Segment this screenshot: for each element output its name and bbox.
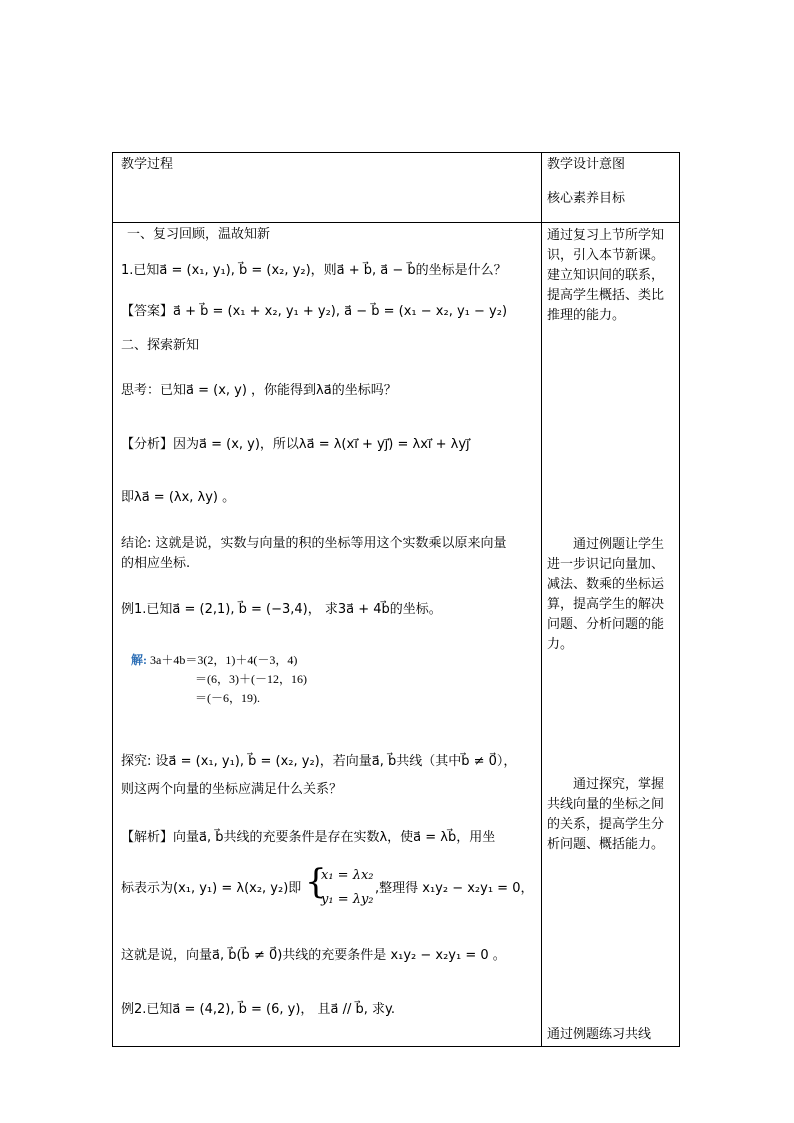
section1-title: 一、复习回顾，温故知新 — [127, 227, 271, 242]
header-core-literacy: 核心素养目标 — [547, 191, 626, 206]
intent-example: 通过例题让学生进一步识记向量加、减法、数乘的坐标运算，提高学生的解决问题、分析问题的能力。 — [547, 537, 665, 652]
intent-review: 通过复习上节所学知识，引入本节新课。建立知识间的联系，提高学生概括、类比推理的能力。 — [547, 228, 665, 323]
header-divider — [113, 222, 679, 223]
conclusion-2: 这就是说，向量a⃗, b⃗(b⃗ ≠ 0⃗)共线的充要条件是 x₁y₂ − x₂y₁ = 0 。 — [121, 948, 506, 963]
section2-title: 二、探索新知 — [121, 338, 200, 353]
parse-line-2b: ,整理得 x₁y₂ − x₂y₁ = 0， — [375, 881, 534, 896]
explore-line-2: 则这两个向量的坐标应满足什么关系？ — [121, 782, 343, 797]
parse-line-2a: 标表示为(x₁, y₁) = λ(x₂, y₂)即 — [121, 881, 302, 896]
intent-explore: 通过探究，掌握共线向量的坐标之间的关系，提高学生分析问题、概括能力。 — [547, 777, 665, 852]
think-question: 思考：已知a⃗ = (x, y) ，你能得到λa⃗的坐标吗？ — [121, 383, 397, 398]
system-eq-2: y₁ = λy₂ — [321, 892, 374, 907]
analysis: 【分析】因为a⃗ = (x, y)，所以λa⃗ = λ(xi⃗ + yj⃗) = λxi⃗ + λyj⃗ — [121, 437, 470, 452]
parse-line-1: 【解析】向量a⃗, b⃗共线的充要条件是存在实数λ，使a⃗ = λb⃗，用坐 — [121, 830, 496, 845]
system-eq-1: x₁ = λx₂ — [321, 868, 374, 883]
header-design-intent: 教学设计意图 — [547, 157, 626, 172]
explore-line-1: 探究: 设a⃗ = (x₁, y₁), b⃗ = (x₂, y₂)，若向量a⃗, b⃗共线（其中b⃗ ≠ 0⃗）， — [121, 754, 517, 769]
answer-1: 【答案】a⃗ + b⃗ = (x₁ + x₂, y₁ + y₂), a⃗ − b⃗ = (x₁ − x₂, y₁ − y₂) — [121, 304, 508, 319]
example-1: 例1.已知a⃗ = (2,1), b⃗ = (−3,4)， 求3a⃗ + 4b⃗的坐标。 — [121, 602, 442, 617]
solution-line-3: ＝(－6，19). — [195, 691, 260, 705]
system-brace: { — [305, 862, 327, 902]
question-1: 1.已知a⃗ = (x₁, y₁), b⃗ = (x₂, y₂)，则a⃗ + b⃗, a⃗ − b⃗的坐标是什么？ — [121, 263, 507, 278]
example-1-solution-image — [131, 651, 307, 708]
conclusion-line-1: 结论: 这就是说，实数与向量的积的坐标等用这个实数乘以原来向量 — [121, 536, 507, 551]
solution-label: 解: — [131, 653, 147, 667]
result-line: 即λa⃗ = (λx, λy) 。 — [121, 490, 236, 505]
solution-line-1: 3a＋4b＝3(2，1)＋4(－3，4) — [150, 653, 298, 667]
lesson-table — [112, 152, 680, 1047]
example-2: 例2.已知a⃗ = (4,2), b⃗ = (6, y)， 且a⃗ // b⃗, 求y. — [121, 1002, 396, 1017]
solution-line-2: ＝(6，3)＋(－12，16) — [195, 672, 307, 686]
header-teaching-process: 教学过程 — [121, 157, 174, 172]
intent-collinear-practice: 通过例题练习共线 — [547, 1027, 652, 1042]
conclusion-line-2: 的相应坐标. — [121, 556, 191, 571]
column-divider — [541, 153, 542, 1046]
